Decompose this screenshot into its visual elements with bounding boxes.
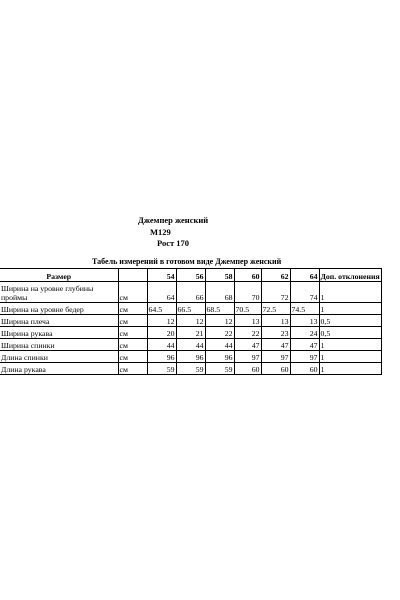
cell-value: 60 <box>290 363 319 375</box>
cell-value: 68.5 <box>205 303 234 315</box>
cell-value: 44 <box>147 339 176 351</box>
cell-value: 22 <box>234 327 261 339</box>
row-tolerance: 1 <box>319 282 381 303</box>
cell-value: 59 <box>205 363 234 375</box>
row-tolerance: 0,5 <box>319 327 381 339</box>
table-row <box>0 363 381 375</box>
cell-value: 68 <box>205 282 234 303</box>
cell-value: 13 <box>261 315 290 327</box>
cell-value: 97 <box>234 351 261 363</box>
row-label: Ширина на уровне бедер <box>0 303 118 315</box>
cell-value: 47 <box>261 339 290 351</box>
cell-value: 13 <box>234 315 261 327</box>
table-row <box>0 339 381 351</box>
cell-value: 12 <box>205 315 234 327</box>
cell-value: 13 <box>290 315 319 327</box>
size-56-header: 56 <box>176 269 205 282</box>
model-code: М129 <box>150 227 171 237</box>
row-label: Ширина плеча <box>0 315 118 327</box>
cell-value: 24 <box>290 327 319 339</box>
table-row <box>0 303 381 315</box>
cell-value: 44 <box>176 339 205 351</box>
cell-value: 59 <box>147 363 176 375</box>
cell-value: 60 <box>261 363 290 375</box>
cell-value: 74.5 <box>290 303 319 315</box>
cell-value: 64 <box>147 282 176 303</box>
row-label: Ширина рукава <box>0 327 118 339</box>
cell-value: 22 <box>205 327 234 339</box>
cell-value: 59 <box>176 363 205 375</box>
cell-value: 70.5 <box>234 303 261 315</box>
cell-value: 96 <box>176 351 205 363</box>
table-row <box>0 327 381 339</box>
cell-value: 47 <box>234 339 261 351</box>
cell-value: 96 <box>205 351 234 363</box>
row-unit: см <box>118 282 147 303</box>
cell-value: 12 <box>176 315 205 327</box>
row-tolerance: 0,5 <box>319 315 381 327</box>
cell-value: 70 <box>234 282 261 303</box>
row-unit: см <box>118 303 147 315</box>
product-name: Джемпер женский <box>138 215 209 225</box>
table-header-row <box>0 269 381 282</box>
row-label: Ширина спинки <box>0 339 118 351</box>
table-row <box>0 315 381 327</box>
cell-value: 96 <box>147 351 176 363</box>
height-label: Рост 170 <box>157 238 190 248</box>
tolerance-header: Доп. отклонения <box>319 269 381 282</box>
cell-value: 44 <box>205 339 234 351</box>
cell-value: 12 <box>147 315 176 327</box>
cell-value: 64.5 <box>147 303 176 315</box>
unit-header <box>118 269 147 282</box>
table-caption: Табель измерений в готовом виде Джемпер женский <box>92 257 282 266</box>
size-64-header: 64 <box>290 269 319 282</box>
cell-value: 72.5 <box>261 303 290 315</box>
row-unit: см <box>118 315 147 327</box>
size-60-header: 60 <box>234 269 261 282</box>
cell-value: 21 <box>176 327 205 339</box>
cell-value: 66.5 <box>176 303 205 315</box>
row-unit: см <box>118 351 147 363</box>
size-header: Размер <box>0 269 118 282</box>
measurement-table <box>0 268 382 375</box>
cell-value: 23 <box>261 327 290 339</box>
table-row <box>0 351 381 363</box>
row-tolerance: 1 <box>319 303 381 315</box>
row-label: Длина рукава <box>0 363 118 375</box>
cell-value: 97 <box>261 351 290 363</box>
cell-value: 47 <box>290 339 319 351</box>
row-unit: см <box>118 363 147 375</box>
cell-value: 97 <box>290 351 319 363</box>
cell-value: 60 <box>234 363 261 375</box>
table-row <box>0 282 381 303</box>
row-tolerance: 1 <box>319 351 381 363</box>
cell-value: 66 <box>176 282 205 303</box>
row-tolerance: 1 <box>319 339 381 351</box>
size-62-header: 62 <box>261 269 290 282</box>
size-54-header: 54 <box>147 269 176 282</box>
row-unit: см <box>118 339 147 351</box>
size-58-header: 58 <box>205 269 234 282</box>
row-label: Ширина на уровне глубины проймы <box>0 282 118 303</box>
cell-value: 20 <box>147 327 176 339</box>
row-label: Длина спинки <box>0 351 118 363</box>
row-unit: см <box>118 327 147 339</box>
row-tolerance: 1 <box>319 363 381 375</box>
cell-value: 74 <box>290 282 319 303</box>
cell-value: 72 <box>261 282 290 303</box>
